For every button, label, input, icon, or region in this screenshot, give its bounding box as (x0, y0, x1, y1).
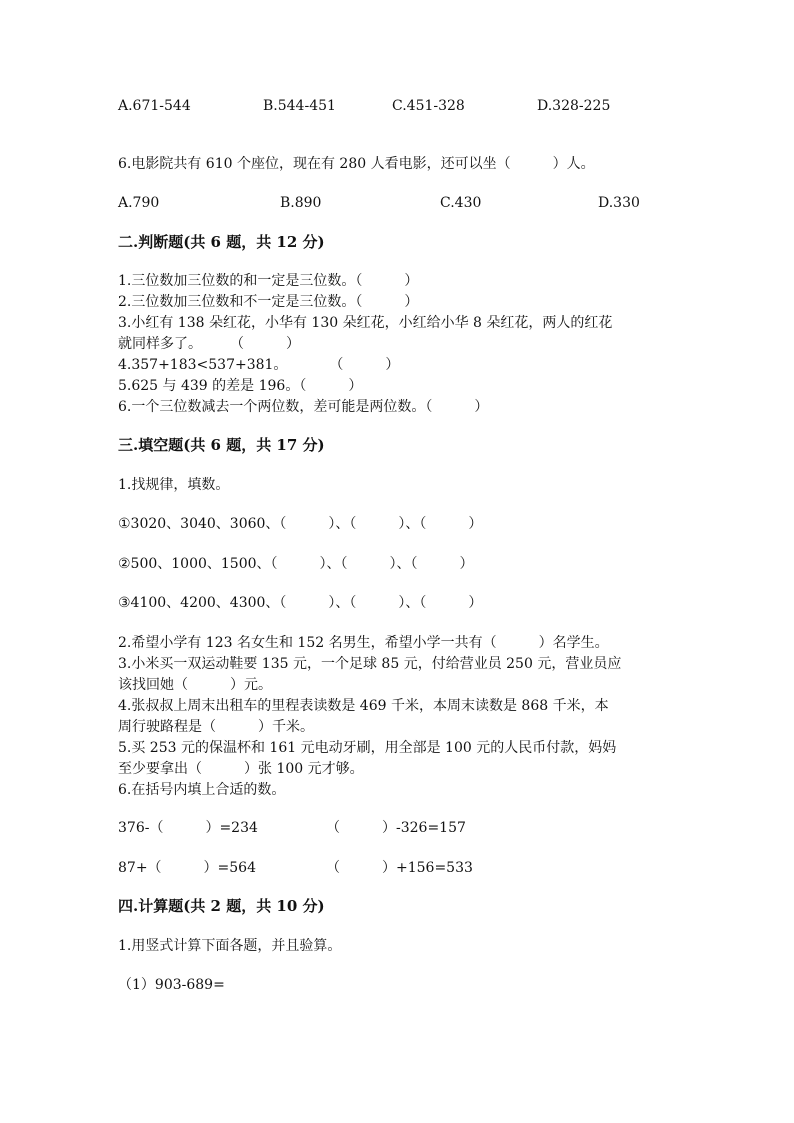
section3-q4: 4.张叔叔上周末出租车的里程表读数是 469 千米，本周末读数是 868 千米，本 (118, 698, 609, 714)
q6-option-b: B.890 (280, 195, 322, 211)
section2-item-3-cont: 就同样多了。 （ ） (118, 336, 300, 352)
q6-option-a: A.790 (118, 195, 160, 211)
q6-options (0, 193, 794, 213)
section4-q1: 1.用竖式计算下面各题，并且验算。 (118, 938, 342, 954)
q6-question: 6.电影院共有 610 个座位，现在有 280 人看电影，还可以坐（ ）人。 (118, 156, 595, 172)
q5-options (0, 96, 794, 116)
fill-1-left: 376-（ ）=234 (118, 820, 258, 836)
q6-option-d: D.330 (598, 195, 640, 211)
section2-item-3: 3.小红有 138 朵红花，小华有 130 朵红花，小红给小华 8 朵红花，两人的红花 (118, 315, 613, 331)
section3-q1: 1.找规律，填数。 (118, 477, 230, 493)
section3-q2: 2.希望小学有 123 名女生和 152 名男生，希望小学一共有（ ）名学生。 (118, 635, 609, 651)
section4-heading: 四.计算题(共 2 题，共 10 分) (118, 897, 325, 915)
fill-row-1 (0, 818, 794, 838)
section3-heading: 三.填空题(共 6 题，共 17 分) (118, 436, 325, 454)
q5-option-a: A.671-544 (118, 98, 191, 114)
section4-sub1: （1）903-689= (118, 977, 225, 993)
fill-1-right: （ ）-326=157 (326, 820, 466, 836)
q6-option-c: C.430 (440, 195, 482, 211)
section3-q5-cont: 至少要拿出（ ）张 100 元才够。 (118, 761, 364, 777)
section3-q5: 5.买 253 元的保温杯和 161 元电动牙刷，用全部是 100 元的人民币付款，妈妈 (118, 740, 617, 756)
pattern-2: ②500、1000、1500、（ ）、（ ）、（ ） (118, 556, 474, 572)
section3-q3-cont: 该找回她（ ）元。 (118, 677, 272, 693)
fill-2-right: （ ）+156=533 (326, 860, 473, 876)
q5-option-b: B.544-451 (263, 98, 336, 114)
section2-item-1: 1.三位数加三位数的和一定是三位数。（ ） (118, 273, 419, 289)
section3-q6: 6.在括号内填上合适的数。 (118, 782, 286, 798)
q5-option-d: D.328-225 (537, 98, 611, 114)
section3-q3: 3.小米买一双运动鞋要 135 元，一个足球 85 元，付给营业员 250 元，营业员应 (118, 656, 622, 672)
pattern-3: ③4100、4200、4300、（ ）、（ ）、（ ） (118, 595, 483, 611)
fill-row-2 (0, 858, 794, 878)
q5-option-c: C.451-328 (392, 98, 465, 114)
section3-q4-cont: 周行驶路程是（ ）千米。 (118, 719, 314, 735)
section2-item-6: 6.一个三位数减去一个两位数，差可能是两位数。（ ） (118, 399, 489, 415)
fill-2-left: 87+（ ）=564 (118, 860, 256, 876)
section2-heading: 二.判断题(共 6 题，共 12 分) (118, 233, 325, 251)
section2-item-5: 5.625 与 439 的差是 196。（ ） (118, 378, 363, 394)
pattern-1: ①3020、3040、3060、（ ）、（ ）、（ ） (118, 516, 483, 532)
section2-item-2: 2.三位数加三位数和不一定是三位数。（ ） (118, 294, 419, 310)
section2-item-4: 4.357+183<537+381。 （ ） (118, 357, 400, 373)
